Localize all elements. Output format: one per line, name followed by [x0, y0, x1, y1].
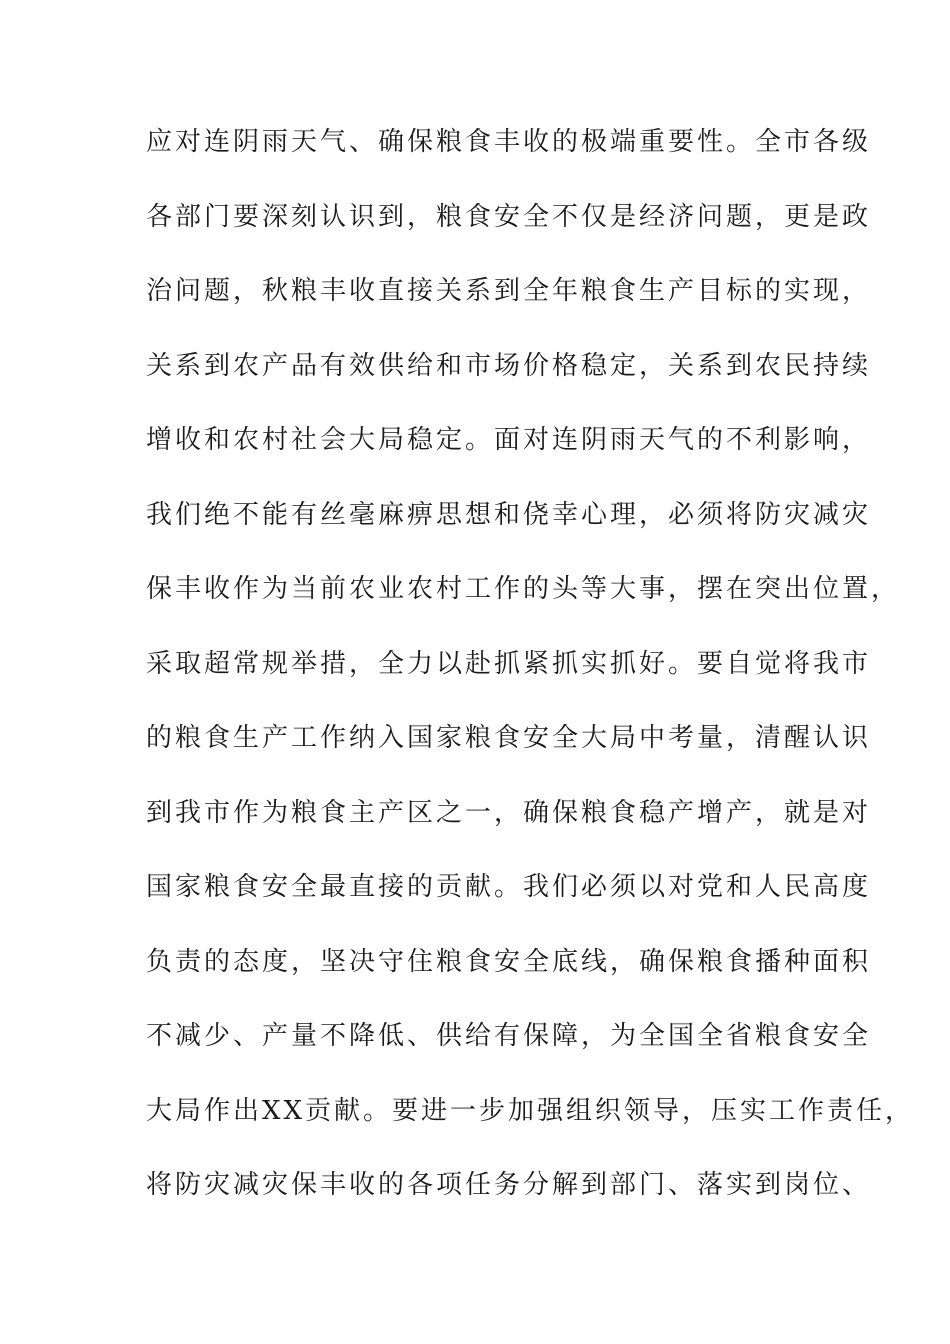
body-text-line: 将防灾减灾保丰收的各项任务分解到部门、落实到岗位、: [146, 1170, 872, 1200]
body-text-line: 增收和农村社会大局稳定。面对连阴雨天气的不利影响，: [146, 425, 872, 455]
body-text-line: 到我市作为粮食主产区之一，确保粮食稳产增产，就是对: [146, 798, 872, 828]
body-text-line: 大局作出XX贡献。要进一步加强组织领导，压实工作责任，: [146, 1096, 915, 1126]
body-text-line: 国家粮食安全最直接的贡献。我们必须以对党和人民高度: [146, 872, 872, 902]
body-text-line: 采取超常规举措，全力以赴抓紧抓实抓好。要自觉将我市: [146, 649, 872, 679]
body-text-line: 的粮食生产工作纳入国家粮食安全大局中考量，清醒认识: [146, 723, 872, 753]
body-text-line: 关系到农产品有效供给和市场价格稳定，关系到农民持续: [146, 351, 872, 381]
body-text-line: 负责的态度，坚决守住粮食安全底线，确保粮食播种面积: [146, 947, 872, 977]
body-text-line: 应对连阴雨天气、确保粮食丰收的极端重要性。全市各级: [146, 127, 872, 157]
body-text-line: 治问题，秋粮丰收直接关系到全年粮食生产目标的实现，: [146, 276, 872, 306]
body-text-line: 各部门要深刻认识到，粮食安全不仅是经济问题，更是政: [146, 202, 872, 232]
body-text-line: 不减少、产量不降低、供给有保障，为全国全省粮食安全: [146, 1021, 872, 1051]
body-text-line: 保丰收作为当前农业农村工作的头等大事，摆在突出位置，: [146, 574, 901, 604]
body-text-line: 我们绝不能有丝毫麻痹思想和侥幸心理，必须将防灾减灾: [146, 500, 872, 530]
